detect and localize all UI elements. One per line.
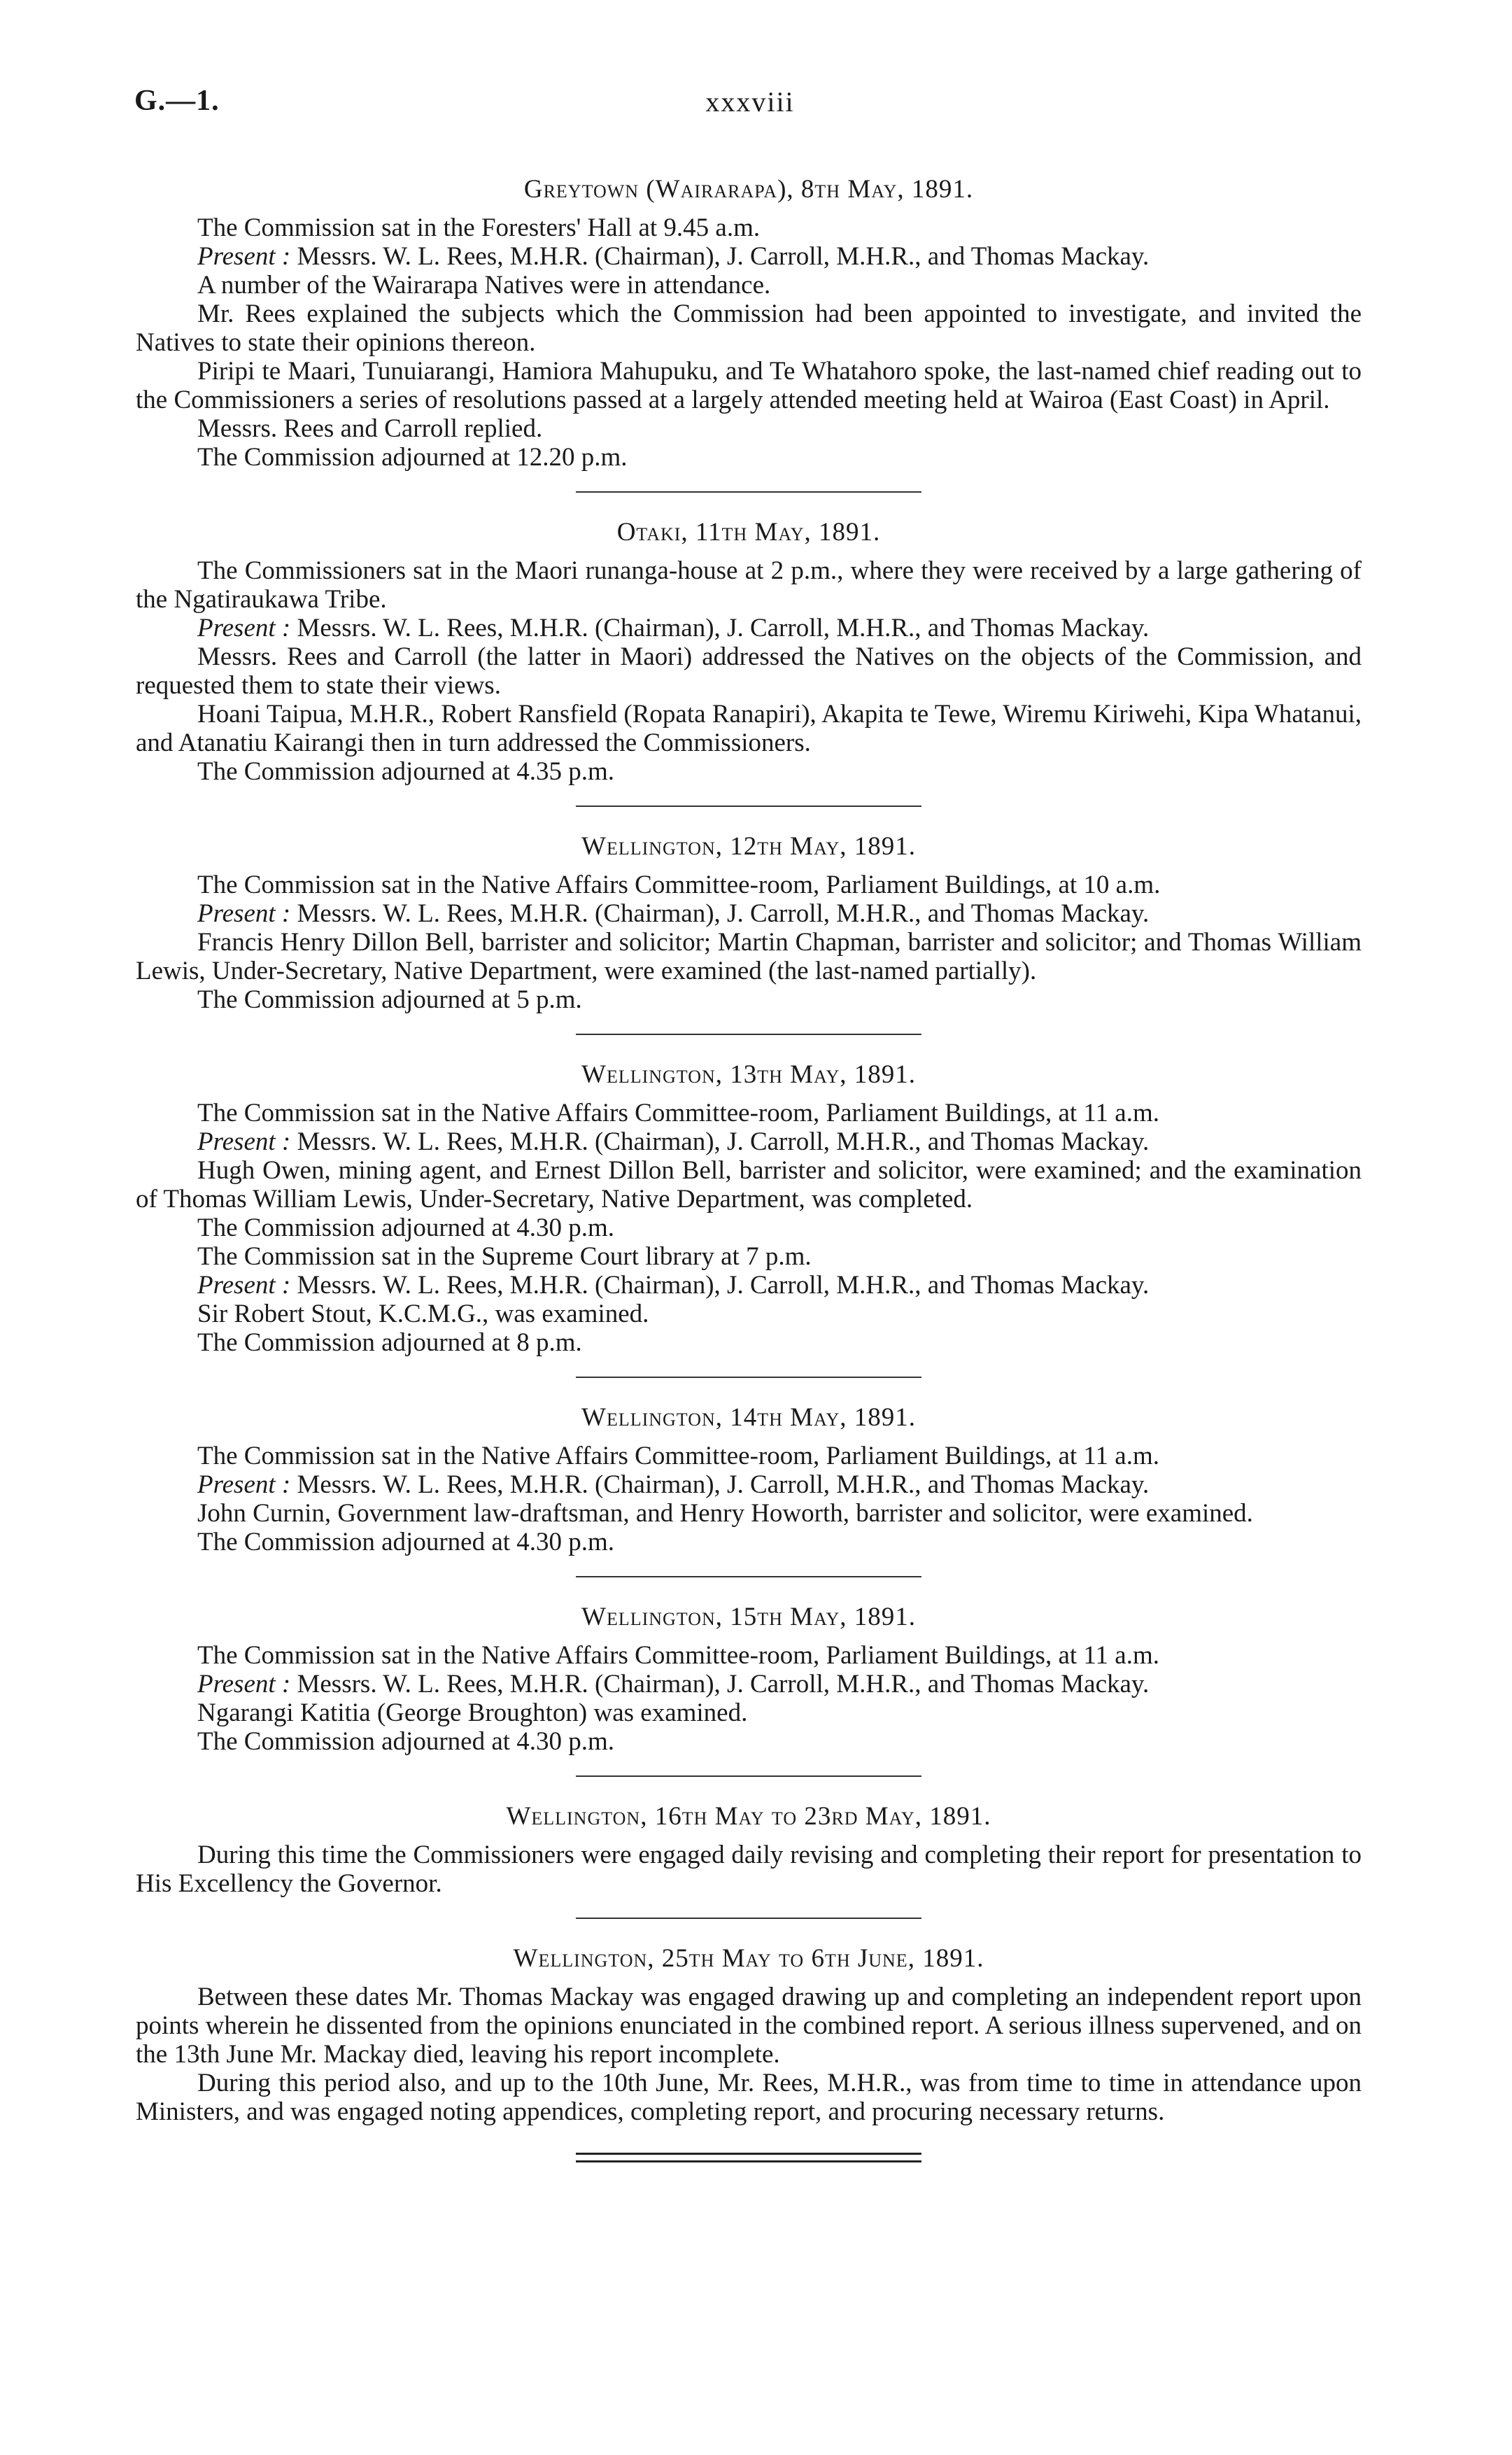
paragraph-text: John Curnin, Government law-draftsman, and Henry Howorth, barrister and solicitor, were examined. — [197, 1499, 1253, 1528]
paragraph — [136, 1470, 1362, 1499]
paragraph — [136, 300, 1362, 357]
section-heading: Wellington, 25th May to 6th June, 1891. — [513, 1944, 984, 1973]
section-heading: Otaki, 11th May, 1891. — [616, 518, 881, 547]
paragraph-text: Ngarangi Katitia (George Broughton) was examined. — [197, 1698, 748, 1727]
paragraph-text: Piripi te Maari, Tunuiarangi, Hamiora Mahupuku, and Te Whatahoro spoke, the last-named chief reading out to the Commissioners a series of resolutions passed at a largely attended meeting held at Wairoa (East Coast) in April. — [136, 357, 1362, 414]
paragraph — [136, 871, 1362, 899]
paragraph-text: The Commission sat in the Supreme Court library at 7 p.m. — [197, 1242, 812, 1271]
section-divider — [576, 1918, 921, 1919]
minutes-section — [136, 1060, 1362, 1357]
paragraph-text: Hoani Taipua, M.H.R., Robert Ransfield (Ropata Ranapiri), Akapita te Tewe, Wiremu Kiriwehi, Kipa Whatanui, and Atanatiu Kairangi then in turn addressed the Commissioners. — [136, 700, 1362, 757]
paragraph — [136, 1099, 1362, 1127]
paragraph — [136, 985, 1362, 1014]
minutes-section — [136, 1802, 1362, 1898]
section-heading: Wellington, 12th May, 1891. — [581, 832, 916, 861]
paragraph — [136, 899, 1362, 928]
minutes-section — [136, 1403, 1362, 1556]
paragraph — [136, 928, 1362, 985]
paragraph — [136, 2069, 1362, 2126]
paragraph-text: Messrs. W. L. Rees, M.H.R. (Chairman), J. Carroll, M.H.R., and Thomas Mackay. — [290, 614, 1150, 642]
minutes-section — [136, 1944, 1362, 2126]
paragraph — [136, 1983, 1362, 2069]
paragraph-text: The Commission sat in the Native Affairs Committee-room, Parliament Buildings, at 11 a.m. — [197, 1442, 1159, 1470]
present-label: Present : — [197, 242, 291, 271]
paragraph-text: The Commission sat in the Native Affairs Committee-room, Parliament Buildings, at 11 a.m. — [197, 1099, 1159, 1127]
paragraph — [136, 213, 1362, 242]
section-heading: Wellington, 14th May, 1891. — [581, 1403, 916, 1432]
paragraph-text: Between these dates Mr. Thomas Mackay was engaged drawing up and completing an independent report upon points wherein he dissented from the opinions enunciated in the combined report. A serious illness supervened, and on the 13th June Mr. Mackay died, leaving his report incomplete. — [136, 1983, 1362, 2069]
paragraph-text: The Commission adjourned at 4.30 p.m. — [197, 1727, 615, 1756]
paragraph — [136, 1528, 1362, 1556]
minutes-section — [136, 1603, 1362, 1756]
paragraph — [136, 1698, 1362, 1727]
paragraph-text: The Commission adjourned at 4.35 p.m. — [197, 757, 615, 786]
paragraph-text: The Commission adjourned at 12.20 p.m. — [197, 443, 628, 472]
paragraph-text: Messrs. W. L. Rees, M.H.R. (Chairman), J. Carroll, M.H.R., and Thomas Mackay. — [290, 242, 1150, 271]
paragraph-text: The Commission adjourned at 4.30 p.m. — [197, 1528, 615, 1556]
section-divider — [576, 1034, 921, 1035]
minutes-section — [136, 175, 1362, 472]
section-divider — [576, 1775, 921, 1777]
paragraph-text: Messrs. Rees and Carroll (the latter in Maori) addressed the Natives on the objects of the Commission, and requested them to state their views. — [136, 642, 1362, 700]
paragraph-text: The Commission adjourned at 5 p.m. — [197, 985, 582, 1014]
paragraph — [136, 1300, 1362, 1328]
paragraph — [136, 1841, 1362, 1898]
present-label: Present : — [197, 614, 291, 642]
present-label: Present : — [197, 1670, 291, 1698]
paragraph-text: The Commissioners sat in the Maori runanga-house at 2 p.m., where they were received by a large gathering of the Ngatiraukawa Tribe. — [136, 556, 1362, 614]
paragraph — [136, 556, 1362, 614]
paragraph — [136, 1271, 1362, 1300]
present-label: Present : — [197, 1271, 291, 1300]
paragraph — [136, 1214, 1362, 1242]
present-label: Present : — [197, 1470, 291, 1499]
paragraph-text: Messrs. W. L. Rees, M.H.R. (Chairman), J. Carroll, M.H.R., and Thomas Mackay. — [290, 1470, 1150, 1499]
end-double-rule — [576, 2153, 921, 2162]
paragraph — [136, 1328, 1362, 1357]
paragraph-text: The Commission sat in the Foresters' Hall at 9.45 a.m. — [197, 213, 761, 242]
paragraph-text: Messrs. W. L. Rees, M.H.R. (Chairman), J. Carroll, M.H.R., and Thomas Mackay. — [290, 1271, 1150, 1300]
paragraph — [136, 1156, 1362, 1214]
paragraph-text: Hugh Owen, mining agent, and Ernest Dillon Bell, barrister and solicitor, were examined; and the examination of Thomas William Lewis, Under-Secretary, Native Department, was completed. — [136, 1156, 1362, 1214]
paragraph — [136, 1670, 1362, 1698]
paragraph — [136, 1499, 1362, 1528]
paragraph-text: The Commission adjourned at 8 p.m. — [197, 1328, 582, 1357]
paragraph — [136, 414, 1362, 443]
paragraph — [136, 642, 1362, 700]
paragraph-text: Messrs. W. L. Rees, M.H.R. (Chairman), J. Carroll, M.H.R., and Thomas Mackay. — [290, 899, 1150, 928]
paragraph-text: A number of the Wairarapa Natives were in attendance. — [197, 271, 771, 300]
section-divider — [576, 806, 921, 807]
paragraph — [136, 1727, 1362, 1756]
page-header — [134, 84, 1366, 133]
paragraph-text: During this time the Commissioners were engaged daily revising and completing their report for presentation to His Excellency the Governor. — [136, 1841, 1362, 1898]
present-label: Present : — [197, 1127, 291, 1156]
paragraph — [136, 1127, 1362, 1156]
document-code: G.—1. — [134, 85, 220, 117]
paragraph — [136, 242, 1362, 271]
paragraph — [136, 1641, 1362, 1670]
paragraph — [136, 1442, 1362, 1470]
section-heading: Greytown (Wairarapa), 8th May, 1891. — [523, 175, 974, 204]
paragraph-text: Francis Henry Dillon Bell, barrister and solicitor; Martin Chapman, barrister and solicitor; and Thomas William Lewis, Under-Secretary, Native Department, were examined (the last-named partially). — [136, 928, 1362, 985]
paragraph — [136, 757, 1362, 786]
present-label: Present : — [197, 899, 291, 928]
paragraph — [136, 700, 1362, 757]
paragraph — [136, 614, 1362, 642]
section-heading: Wellington, 16th May to 23rd May, 1891. — [506, 1802, 991, 1831]
paragraph-text: During this period also, and up to the 10th June, Mr. Rees, M.H.R., was from time to time in attendance upon Ministers, and was engaged noting appendices, completing report, and procuring necessary returns. — [136, 2069, 1362, 2126]
paragraph — [136, 443, 1362, 472]
paragraph-text: Messrs. W. L. Rees, M.H.R. (Chairman), J. Carroll, M.H.R., and Thomas Mackay. — [290, 1127, 1150, 1156]
section-divider — [576, 491, 921, 493]
paragraph-text: The Commission sat in the Native Affairs Committee-room, Parliament Buildings, at 11 a.m. — [197, 1641, 1159, 1670]
document-body — [136, 175, 1362, 2162]
paragraph-text: Sir Robert Stout, K.C.M.G., was examined. — [197, 1300, 649, 1328]
minutes-section — [136, 832, 1362, 1014]
paragraph — [136, 1242, 1362, 1271]
section-heading: Wellington, 13th May, 1891. — [581, 1060, 916, 1089]
paragraph-text: The Commission sat in the Native Affairs Committee-room, Parliament Buildings, at 10 a.m. — [197, 871, 1161, 899]
paragraph-text: Messrs. Rees and Carroll replied. — [197, 414, 543, 443]
page-number: xxxviii — [705, 86, 795, 118]
section-divider — [576, 1377, 921, 1378]
paragraph-text: The Commission adjourned at 4.30 p.m. — [197, 1214, 615, 1242]
section-heading: Wellington, 15th May, 1891. — [581, 1603, 916, 1631]
paragraph-text: Mr. Rees explained the subjects which the Commission had been appointed to investigate, and invited the Natives to state their opinions thereon. — [136, 300, 1362, 357]
minutes-section — [136, 518, 1362, 786]
paragraph — [136, 357, 1362, 414]
paragraph-text: Messrs. W. L. Rees, M.H.R. (Chairman), J. Carroll, M.H.R., and Thomas Mackay. — [290, 1670, 1150, 1698]
paragraph — [136, 271, 1362, 300]
section-divider — [576, 1576, 921, 1577]
